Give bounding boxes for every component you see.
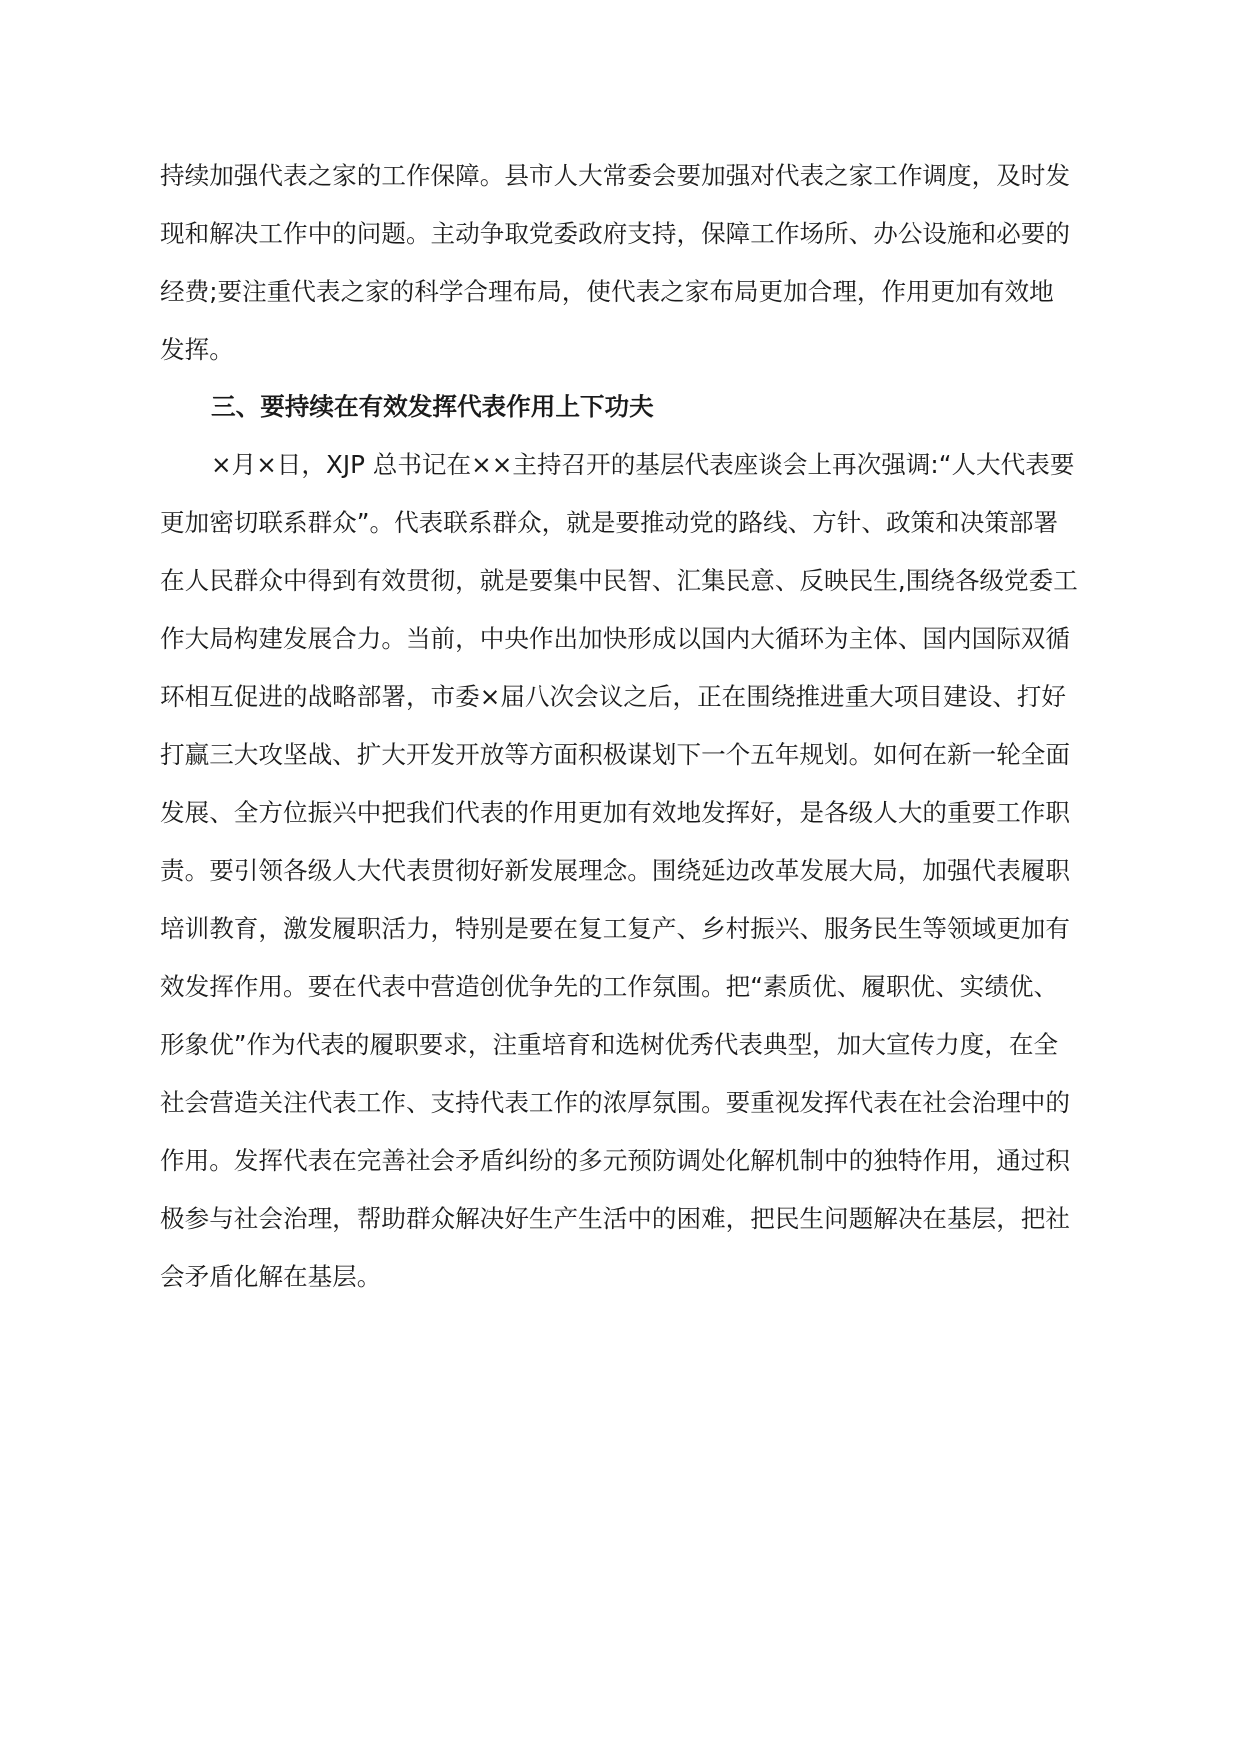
paragraph-2-line-12: 社会营造关注代表工作、支持代表工作的浓厚氛围。要重视发挥代表在社会治理中的 bbox=[160, 1088, 1070, 1117]
paragraph-1-line-3: 经费;要注重代表之家的科学合理布局，使代表之家布局更加合理，作用更加有效地 bbox=[160, 277, 1054, 306]
paragraph-2-line-10: 效发挥作用。要在代表中营造创优争先的工作氛围。把“素质优、履职优、实绩优、 bbox=[160, 972, 1059, 1001]
paragraph-2-line-9: 培训教育，激发履职活力，特别是要在复工复产、乡村振兴、服务民生等领域更加有 bbox=[160, 914, 1070, 943]
paragraph-2-line-13: 作用。发挥代表在完善社会矛盾纠纷的多元预防调处化解机制中的独特作用，通过积 bbox=[160, 1146, 1070, 1175]
paragraph-2-line-4: 作大局构建发展合力。当前，中央作出加快形成以国内大循环为主体、国内国际双循 bbox=[160, 624, 1070, 653]
paragraph-2-line-2: 更加密切联系群众”。代表联系群众，就是要推动党的路线、方针、政策和决策部署 bbox=[160, 508, 1059, 537]
paragraph-2-line-6: 打赢三大攻坚战、扩大开发开放等方面积极谋划下一个五年规划。如何在新一轮全面 bbox=[160, 740, 1070, 769]
paragraph-2-line-3: 在人民群众中得到有效贯彻，就是要集中民智、汇集民意、反映民生,围绕各级党委工 bbox=[160, 566, 1078, 595]
paragraph-2-line-14: 极参与社会治理，帮助群众解决好生产生活中的困难，把民生问题解决在基层，把社 bbox=[160, 1204, 1070, 1233]
paragraph-2-line-8: 责。要引领各级人大代表贯彻好新发展理念。围绕延边改革发展大局，加强代表履职 bbox=[160, 856, 1070, 885]
paragraph-1-line-2: 现和解决工作中的问题。主动争取党委政府支持，保障工作场所、办公设施和必要的 bbox=[160, 219, 1070, 248]
paragraph-2-line-15: 会矛盾化解在基层。 bbox=[160, 1262, 382, 1291]
paragraph-2-line-5: 环相互促进的战略部署，市委×届八次会议之后，正在围绕推进重大项目建设、打好 bbox=[160, 682, 1066, 711]
paragraph-2-line-11: 形象优”作为代表的履职要求，注重培育和选树优秀代表典型，加大宣传力度，在全 bbox=[160, 1030, 1059, 1059]
paragraph-2-line-7: 发展、全方位振兴中把我们代表的作用更加有效地发挥好，是各级人大的重要工作职 bbox=[160, 798, 1070, 827]
paragraph-2-line-1: ×月×日，XJP 总书记在××主持召开的基层代表座谈会上再次强调:“人大代表要 bbox=[211, 450, 1075, 479]
paragraph-1-line-1: 持续加强代表之家的工作保障。县市人大常委会要加强对代表之家工作调度，及时发 bbox=[160, 161, 1070, 190]
paragraph-1-line-4: 发挥。 bbox=[160, 335, 234, 364]
section-heading-3: 三、要持续在有效发挥代表作用上下功夫 bbox=[211, 392, 654, 421]
